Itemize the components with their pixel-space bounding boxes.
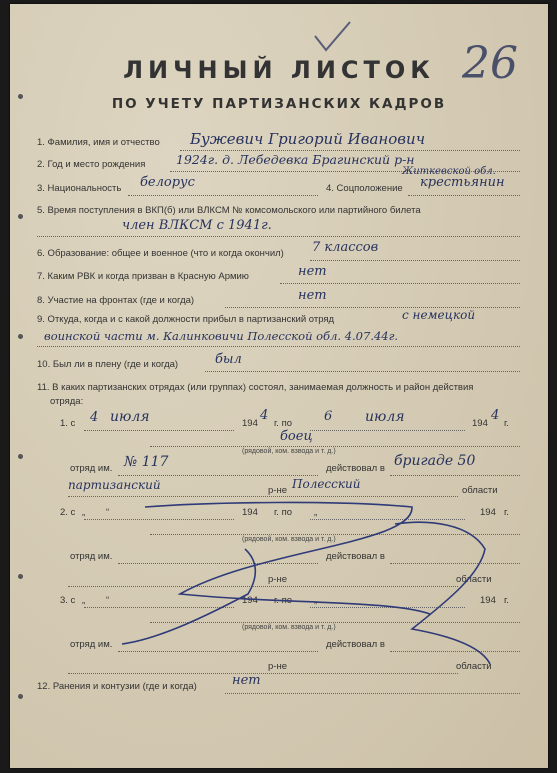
field-8-label: 8. Участие на фронтах (где и когда) [37, 295, 195, 306]
field-7-label: 7. Каким РВК и когда призван в Красную Армию [37, 271, 249, 282]
handwritten-page-number: 26 [462, 38, 518, 89]
field-3-value: белорус [140, 175, 195, 190]
handwritten-strokes [10, 4, 548, 768]
entry-1-acted: бригаде 50 [394, 453, 476, 469]
field-3-label: 3. Национальность [37, 183, 122, 194]
field-1-value: Бужевич Григорий Иванович [190, 130, 426, 148]
acted-label: действовал в [326, 463, 385, 474]
page-subtitle: ПО УЧЕТУ ПАРТИЗАНСКИХ КАДРОВ [111, 96, 447, 112]
entry-1-from-label: 1. с [60, 418, 76, 429]
region-label: р-не [268, 574, 287, 585]
rank-hint: (рядовой, ком. взвода и т. д.) [242, 536, 336, 543]
year-stub: 194 [242, 595, 258, 606]
entry-1-to-month: июля [365, 409, 405, 425]
entry-1-position: боец [280, 429, 313, 444]
rank-hint: (рядовой, ком. взвода и т. д.) [242, 448, 336, 455]
entry-1-from-day: 4 [90, 410, 99, 425]
region-label: р-не [268, 485, 287, 496]
end-stub: г. [504, 507, 509, 518]
field-10-label: 10. Был ли в плену (где и когда) [37, 359, 179, 370]
field-9-value: с немецкой [402, 308, 476, 322]
year-stub: 194 [480, 595, 496, 606]
field-2-value: 1924г. д. Лебедевка Брагинский р-н [176, 152, 415, 167]
entry-1-region-prefix: партизанский [68, 478, 161, 492]
entry-1-from-month: июля [110, 409, 150, 425]
year-stub: 194 [480, 507, 496, 518]
field-6-value: 7 классов [312, 240, 379, 255]
strikeout-stroke [395, 522, 490, 664]
field-12-label: 12. Ранения и контузии (где и когда) [37, 681, 197, 692]
field-7-value: нет [298, 264, 327, 279]
field-9-label: 9. Откуда, когда и с какой должности прибыл в партизанский отряд [37, 314, 335, 325]
quote-mark: „ [314, 595, 318, 606]
field-6-label: 6. Образование: общее и военное (что и когда окончил) [37, 248, 284, 259]
page-title: ЛИЧНЫЙ ЛИСТОК [123, 56, 435, 84]
region-label: р-не [268, 661, 287, 672]
strikeout-stroke [145, 502, 430, 614]
field-12-value: нет [232, 673, 261, 688]
quote-mark: “ [106, 595, 110, 606]
entry-1-region: Полесский [292, 477, 361, 491]
year-stub: 194 [242, 507, 258, 518]
rank-hint: (рядовой, ком. взвода и т. д.) [242, 624, 336, 631]
acted-label: действовал в [326, 639, 385, 650]
field-4-label: 4. Соцположение [326, 183, 403, 194]
entry-1-unit: № 117 [124, 454, 169, 470]
field-4-value: крестьянин [420, 175, 505, 190]
field-11-label-continued: отряда: [50, 396, 84, 407]
field-1-label: 1. Фамилия, имя и отчество [37, 137, 160, 148]
entry-1-to-label: г. по [274, 418, 293, 429]
entry-1-year-label: 194 [242, 418, 258, 429]
personal-record-sheet [10, 4, 548, 768]
oblast-label: области [456, 574, 492, 585]
field-9-value-continued: воинской части м. Калинковичи Полесской обл. 4.07.44г. [44, 329, 399, 343]
check-mark-stroke [315, 22, 350, 50]
quote-mark: „ [82, 507, 86, 518]
strikeout-stroke [122, 549, 255, 644]
entry-1-to-year-label: 194 [472, 418, 488, 429]
quote-mark: “ [106, 507, 110, 518]
field-2-label: 2. Год и место рождения [37, 159, 146, 170]
to-stub: г. по [274, 595, 293, 606]
entry-2-from-label: 2. с [60, 507, 76, 518]
oblast-label: области [456, 661, 492, 672]
unit-label: отряд им. [70, 551, 113, 562]
field-8-value: нет [298, 288, 327, 303]
entry-3-from-label: 3. с [60, 595, 76, 606]
field-5-value: член ВЛКСМ с 1941г. [122, 218, 272, 233]
entry-1-to-day: 6 [324, 409, 333, 424]
entry-1-year-digit: 4 [260, 408, 269, 423]
end-stub: г. [504, 595, 509, 606]
quote-mark: „ [82, 595, 86, 606]
to-stub: г. по [274, 507, 293, 518]
field-5-label: 5. Время поступления в ВКП(б) или ВЛКСМ № комсомольского или партийного билета [37, 205, 421, 216]
entry-1-end: г. [504, 418, 509, 429]
field-10-value: был [215, 352, 242, 367]
field-11-label: 11. В каких партизанских отрядах (или группах) состоял, занимаемая должность и район действия [37, 382, 474, 393]
oblast-label: области [462, 485, 498, 496]
entry-1-to-year-digit: 4 [491, 408, 500, 423]
unit-label: отряд им. [70, 463, 113, 474]
field-2-value-continued: Житкевской обл. [402, 166, 496, 177]
unit-label: отряд им. [70, 639, 113, 650]
acted-label: действовал в [326, 551, 385, 562]
quote-mark: „ [314, 507, 318, 518]
